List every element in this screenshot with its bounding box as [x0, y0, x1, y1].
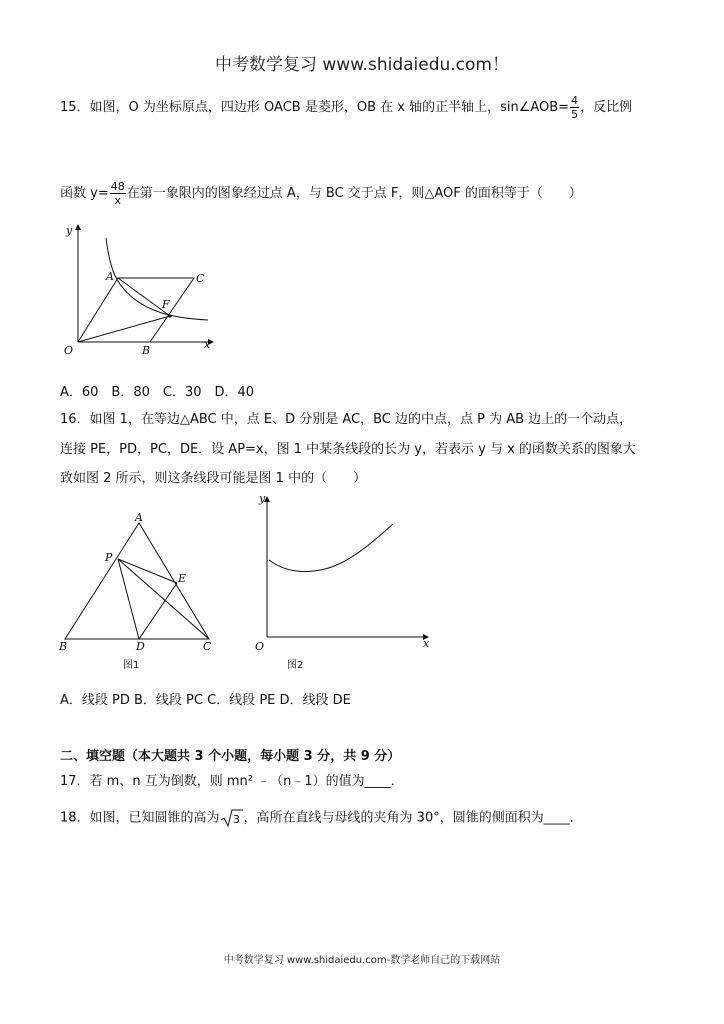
q18-post: ，高所在直线与母线的夹角为 30°，圆锥的侧面积为____． — [243, 810, 583, 826]
fig1-caption: 图1 — [123, 660, 140, 671]
fig2-curve — [269, 524, 393, 572]
fig2-label-y: y — [259, 492, 266, 505]
page-header: 中考数学复习 www.shidaiedu.com！ — [215, 55, 509, 75]
q16-figure1 — [55, 505, 230, 675]
q15-line1-post: ，反比例 — [580, 100, 633, 115]
q15-line2 — [60, 180, 582, 207]
y-axis-arrow — [75, 224, 81, 230]
sqrt-radicand: 3 — [232, 813, 240, 826]
fig1-label-a: A — [135, 511, 143, 524]
fig1-label-e: E — [178, 572, 187, 585]
q16-line3: 致如图 2 所示，则这条线段可能是图 1 中的（ ） — [60, 471, 367, 486]
function-numerator: 48 — [110, 180, 125, 193]
q16-options: A．线段 PD B．线段 PC C．线段 PE D．线段 DE — [60, 693, 351, 708]
q16-figure2 — [245, 490, 435, 675]
label-a: A — [106, 270, 114, 283]
segment-pc — [118, 559, 209, 639]
q15-figure — [58, 220, 218, 360]
sqrt-symbol — [220, 808, 244, 828]
fig2-caption: 图2 — [287, 660, 304, 671]
q15-options: A．60 B．80 C．30 D．40 — [60, 385, 255, 400]
hyperbola-curve — [106, 238, 208, 320]
function-denominator: x — [114, 194, 121, 207]
q16-line1: 16．如图 1，在等边△ABC 中，点 E、D 分别是 AC，BC 边的中点，点 P 为 AB 边上的一个动点， — [60, 412, 633, 427]
section2-title: 二、填空题（本大题共 3 个小题，每小题 3 分，共 9 分） — [60, 749, 401, 764]
function-fraction — [110, 180, 126, 207]
q15-line2-pre: 函数 y= — [60, 186, 109, 201]
fig2-label-o: O — [255, 640, 265, 653]
fig1-label-c: C — [203, 640, 212, 653]
fig1-label-p: P — [105, 551, 113, 564]
q18-line — [60, 808, 583, 828]
triangle-abc — [65, 523, 209, 639]
point-f — [168, 314, 171, 317]
q15-line2-post: 在第一象限内的图象经过点 A，与 BC 交于点 F，则△AOF 的面积等于（ ） — [126, 186, 582, 201]
page-footer: 中考数学复习 www.shidaiedu.com-数学老师自己的下载网站 — [223, 955, 501, 966]
q15-line1 — [60, 94, 632, 121]
label-x: x — [204, 338, 211, 351]
fig2-label-x: x — [423, 637, 430, 650]
q17-text: 17．若 m、n 互为倒数，则 mn² ﹣（n﹣1）的值为____． — [60, 774, 404, 789]
segment-de — [139, 583, 177, 639]
label-c: C — [196, 272, 205, 285]
segment-pd — [118, 559, 139, 639]
sin-numerator: 4 — [571, 94, 579, 107]
q15-line1-pre: 15．如图，O 为坐标原点，四边形 OACB 是菱形，OB 在 x 轴的正半轴上，sin∠AOB= — [60, 100, 570, 115]
label-o: O — [64, 344, 74, 357]
sin-denominator: 5 — [571, 108, 579, 121]
label-y: y — [66, 224, 73, 237]
fig1-label-d: D — [136, 640, 145, 653]
q18-pre: 18．如图，已知圆锥的高为 — [60, 810, 220, 826]
sin-fraction — [570, 94, 579, 121]
q16-line2: 连接 PE，PD，PC，DE．设 AP=x，图 1 中某条线段的长为 y，若表示 y 与 x 的函数关系的图象大 — [60, 442, 636, 457]
label-b: B — [142, 344, 151, 357]
label-f: F — [162, 298, 170, 311]
rhombus — [78, 278, 194, 342]
fig1-label-b: B — [59, 640, 68, 653]
